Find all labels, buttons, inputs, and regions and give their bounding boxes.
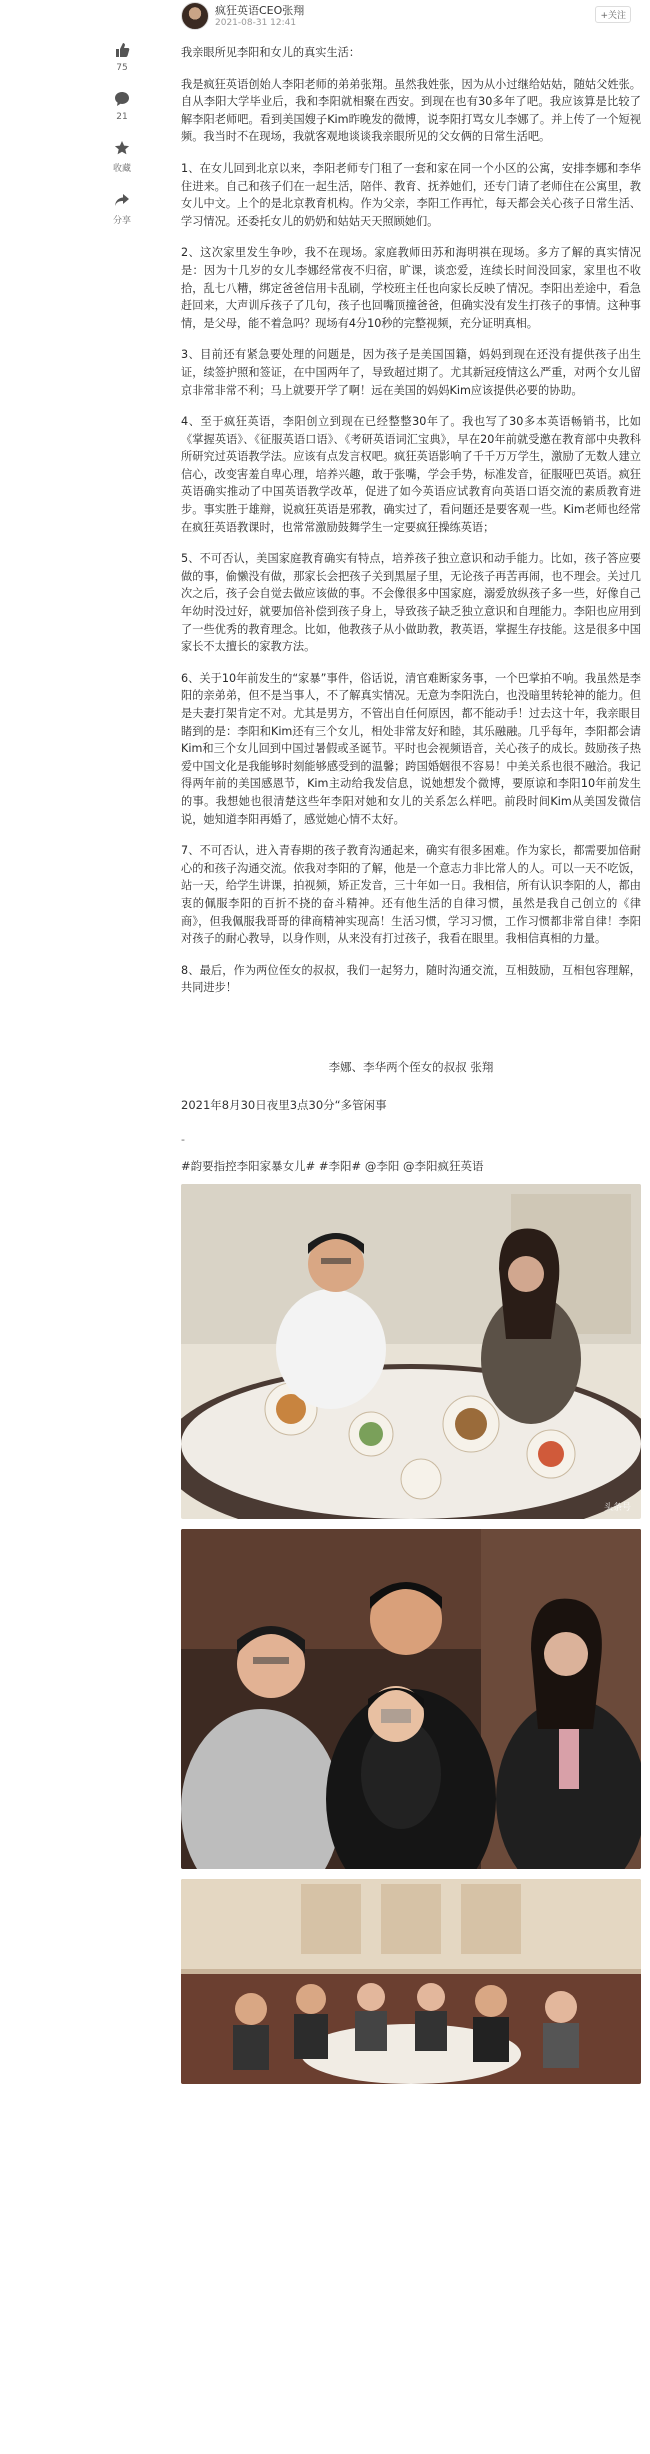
article-date-line: 2021年8月30日夜里3点30分“多管闲事: [181, 1097, 387, 1112]
collect-label: 收藏: [112, 164, 131, 174]
star-icon: [112, 138, 132, 158]
collect-button[interactable]: [112, 138, 132, 174]
article-paragraph: 8、最后，作为两位侄女的叔叔，我们一起努力，随时沟通交流，互相鼓励，互相包容理解，共同进步！: [181, 963, 641, 995]
photo-dinner-image: [181, 1184, 641, 1519]
avatar[interactable]: [181, 2, 209, 30]
article-paragraph: 2、这次家里发生争吵，我不在现场。家庭教师田苏和海明祺在现场。多方了解的真实情况是：因为十几岁的女儿李娜经常夜不归宿，旷课，谈恋爱，连续长时间没回家，家里也不收拾，乱七八糟，绑定爸爸信用卡乱刷，学校班主任也向家长反映了情况。李阳出差途中，看急赶回来，大声训斥孩子了几句，孩子也回嘴顶撞爸爸，但确实没有发生打孩子的事情。这种事情，是父母，能不着急吗？现场有4分10秒的完整视频，充分证明真相。: [181, 246, 641, 330]
comment-icon: [112, 89, 132, 109]
photo-group-image: [181, 1879, 641, 2084]
photo-family-image: [181, 1529, 641, 1869]
article-paragraph: 4、至于疯狂英语，李阳创立到现在已经整整30年了。我也写了30多本英语畅销书，比如《掌握英语》、《征服英语口语》、《考研英语词汇宝典》，早在20年前就受邀在教育部中央教科所研究过英语教学法。应该有点发言权吧。疯狂英语影响了千千万万学生，激励了无数人建立信心，改变害羞自卑心理，培养兴趣，敢于张嘴，学会手势，标准发音，征服哑巴英语。疯狂英语确实推动了中国英语教学改革，促进了如今英语应试教育向英语口语交流的素质教育进步。事实胜于雄辩，说疯狂英语是邪教，确实过了，看问题还是要客观一些。Kim老师也经常在疯狂英语教课时，也常常激励鼓舞学生一定要疯狂操练英语；: [181, 415, 641, 534]
like-count: 75: [116, 63, 128, 73]
photo-dinner[interactable]: [181, 1184, 641, 1519]
article-paragraph: 我是疯狂英语创始人李阳老师的弟弟张翔。虽然我姓张，因为从小过继给姑姑，随姑父姓张。自从李阳大学毕业后，我和李阳就相聚在西安。到现在也有30多年了吧。我应该算是比较了解李阳老师吧。看到美国嫂子Kim昨晚发的微博，说李阳打骂女儿李娜了。并上传了一个短视频。我当时不在现场，我就客观地谈谈我亲眼所见的父女俩的日常生活吧。: [181, 77, 641, 144]
article-paragraph: 1、在女儿回到北京以来，李阳老师专门租了一套和家在同一个小区的公寓，安排李娜和李华住进来。自己和孩子们在一起生活，陪伴、教育、抚养她们，还专门请了老师住在公寓里，教女儿中文。上个的是北京教育机构。作为父亲，李阳工作再忙，每天都会关心孩子日常生活、学习情况。还委托女儿的奶奶和姑姑天天照顾她们。: [181, 161, 641, 228]
hashtag-line[interactable]: #韵要指控李阳家暴女儿# #李阳# @李阳 @李阳疯狂英语: [181, 1158, 484, 1173]
article-paragraph: 5、不可否认，美国家庭教育确实有特点，培养孩子独立意识和动手能力。比如，孩子答应要做的事，偷懒没有做，那家长会把孩子关到黑屋子里，无论孩子再苦再闹，也不理会。关过几次之后，孩子会自觉去做应该做的事。不会像很多中国家庭，溺爱放纵孩子多一些，好像自己年幼时没过好，就要加倍补偿到孩子身上，导致孩子缺乏独立意识和自理能力。李阳也应用到了一些优秀的教育理念。比如，他教孩子从小做助教，教英语，掌握生存技能。这是很多中国家长不太擅长的家教方法。: [181, 552, 641, 654]
post-header: [181, 0, 641, 34]
author-name[interactable]: 疯狂英语CEO张翔: [215, 4, 305, 17]
share-label: 分享: [112, 216, 131, 226]
comment-button[interactable]: [112, 89, 132, 122]
article-paragraph: 6、关于10年前发生的“家暴”事件，俗话说，清官难断家务事，一个巴掌拍不响。我虽然是李阳的亲弟弟，但不是当事人，不了解真实情况。无意为李阳洗白，也没暗里转轮神的能力。但是夫妻打架肯定不对。尤其是男方，不管出自任何原因，都不能动手！过去这十年，我亲眼目睹到的是：李阳和Kim还有三个女儿，相处非常友好和睦，其乐融融。几乎每年，李阳都会请Kim和三个女儿回到中国过暑假或圣诞节。平时也会视频语音，关心孩子的成长。鼓励孩子热爱中国文化是我能够时刻能够感受到的温馨；跨国婚姻很不容易！中美关系也很不融洽。我记得两年前的美国感恩节，Kim主动给我发信息，说她想发个微博，要原谅和李阳10年前发生的事。我想她也很清楚这些年李阳对她和女儿的关系怎么样吧。前段时间Kim从美国发微信说，她知道李阳再婚了，感觉她心情不太好。: [181, 671, 641, 826]
separator-dash: -: [181, 1132, 185, 1146]
follow-button[interactable]: +关注: [595, 6, 631, 23]
share-button[interactable]: [112, 190, 132, 226]
photo-family[interactable]: [181, 1529, 641, 1869]
article-paragraph: 7、不可否认，进入青春期的孩子教育沟通起来，确实有很多困难。作为家长，都需要加倍耐心的和孩子沟通交流。依我对李阳的了解，他是一个意志力非比常人的人。可以一天不吃饭，站一天，给学生讲课，拍视频，矫正发音，三十年如一日。我相信，所有认识李阳的人，都由衷的佩服李阳的百折不挠的奋斗精神。还有他生活的自律习惯，虽然是我自己创立的《律商》，但我佩服我哥哥的律商精神实现高！生活习惯，学习习惯，工作习惯都非常自律！李阳对孩子的耐心教导，以身作则，从来没有打过孩子，我看在眼里。我相信真相的力量。: [181, 844, 641, 946]
post-time: 2021-08-31 12:41: [215, 18, 297, 28]
article-intro: 我亲眼所见李阳和女儿的真实生活：: [181, 46, 361, 59]
thumbs-up-icon: [112, 40, 132, 60]
article-signature: 李娜、李华两个侄女的叔叔 张翔: [328, 1059, 494, 1074]
like-button[interactable]: [112, 40, 132, 73]
share-icon: [112, 190, 132, 210]
comment-count: 21: [116, 112, 128, 122]
article-body: [181, 44, 641, 2094]
photo-watermark: 头条号: [603, 1502, 631, 1513]
photo-group[interactable]: [181, 1879, 641, 2084]
action-rail: [100, 40, 144, 242]
article-paragraph: 3、目前还有紧急要处理的问题是，因为孩子是美国国籍，妈妈到现在还没有提供孩子出生证，续签护照和签证，在中国两年了，导致超过期了。尤其新冠疫情这么严重，对两个女儿留京非常非常不利；马上就要开学了啊！远在美国的妈妈Kim应该提供必要的协助。: [181, 348, 641, 397]
